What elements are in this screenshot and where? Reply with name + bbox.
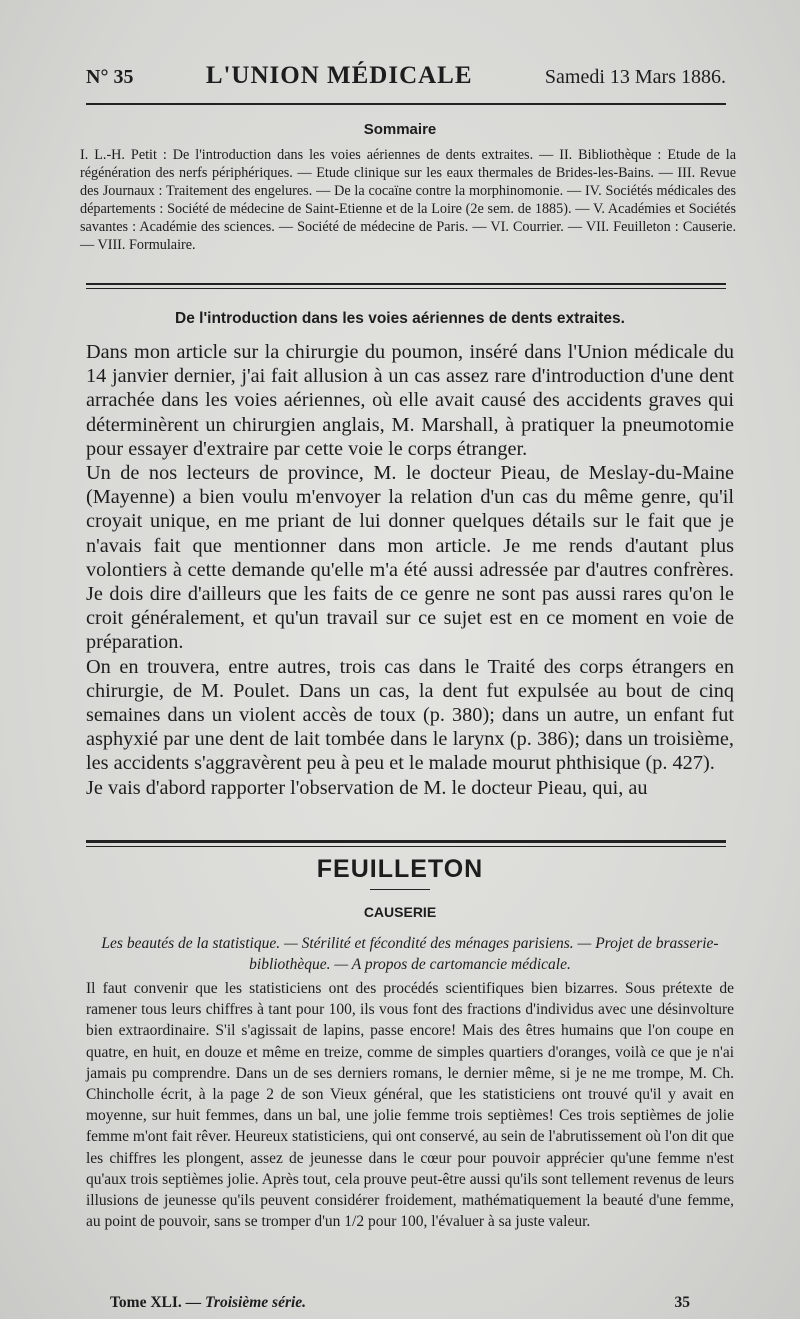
article-paragraph-3: On en trouvera, entre autres, trois cas dans le Traité des corps étrangers en chirurgie, de M. Poulet. Dans un cas, la dent fut expulsée au bout de cinq semaines dans un violent accès de toux (p. 380); dans un autre, un enfant fut asphyxié par une dent de lait tombée dans le larynx (p. 386); dans un troisième, les accidents s'aggravèrent peu à peu et le malade mourut phthisique (p. 427). bbox=[86, 655, 734, 775]
sommaire-title: Sommaire bbox=[363, 121, 437, 138]
page-header bbox=[86, 62, 726, 96]
causerie-heading: CAUSERIE bbox=[363, 904, 437, 920]
feuilleton-rule-top bbox=[86, 840, 726, 843]
feuilleton-underline bbox=[370, 889, 430, 890]
article-body bbox=[86, 340, 734, 800]
feuilleton-rule-bottom bbox=[86, 846, 726, 847]
issue-number: N° 35 bbox=[86, 66, 134, 88]
article-paragraph-1: Dans mon article sur la chirurgie du poumon, inséré dans l'Union médicale du 14 janvier dernier, j'ai fait allusion à un cas assez rare d'introduction d'une dent arrachée dans les voies aériennes, où elle avait causé des accidents graves qui déterminèrent un chirurgien anglais, M. Marshall, à pratiquer la pneumotomie pour essayer d'extraire par cette voie le corps étranger. bbox=[86, 341, 734, 460]
causerie-text: Il faut convenir que les statisticiens ont des procédés scientifiques bien bizarres. Sous prétexte de ramener tous leurs chiffres à tant pour 100, ils vous font des fractions d'individus avec une désinvolture bien extraordinaire. S'il s'agissait de lapins, passe encore! Mais des êtres humains que l'on coupe en quatre, en huit, en douze et même en treize, comme de simples quartiers d'oranges, voilà ce que je n'ai jamais pu comprendre. Dans un de ses derniers romans, le dernier même, si je ne me trompe, M. Ch. Chincholle écrit, à la page 2 de son Vieux général, que les statisticiens ont trouvé qu'il y avait en moyenne, sur huit femmes, dans un bal, une jolie femme trois septièmes! Ces trois septièmes de jolie femme m'ont fait rêver. Heureux statisticiens, qui ont conservé, au sein de l'abrutissement où l'on dit que les chiffres les plongent, assez de jeunesse dans le cœur pour pouvoir apprécier qu'une femme n'est qu'aux trois septièmes jolie. Après tout, cela prouve peut-être aussi qu'ils sont tellement revenus de leurs illusions de jeunesse qu'ils peuvent considérer froidement, mathématiquement la beauté d'une femme, au point de pouvoir, sans se tromper d'un 1/2 pour 100, l'évaluer à sa juste valeur. bbox=[86, 980, 734, 1231]
footer-volume bbox=[110, 1294, 306, 1312]
page-number: 35 bbox=[674, 1294, 690, 1311]
article-title: De l'introduction dans les voies aériennes de dents extraites. bbox=[175, 310, 625, 327]
feuilleton-title: FEUILLETON bbox=[316, 855, 484, 883]
issue-date: Samedi 13 Mars 1886. bbox=[544, 66, 726, 88]
page-footer bbox=[110, 1294, 690, 1312]
sommaire-rule-bottom bbox=[86, 288, 726, 289]
header-rule bbox=[86, 103, 726, 105]
sommaire-rule-top bbox=[86, 283, 726, 285]
footer-tome: Tome XLI. — bbox=[110, 1294, 202, 1311]
article-paragraph-2: Un de nos lecteurs de province, M. le docteur Pieau, de Meslay-du-Maine (Mayenne) a bien voulu m'envoyer la relation d'un cas du même genre, qu'il croyait unique, en me priant de lui donner quelques détails sur le fait que je n'avais fait que mentionner dans mon article. Je me rends d'autant plus volontiers à cette demande qu'elle m'a été aussi adressée par d'autres confrères. Je dois dire d'ailleurs que les faits de ce genre ne sont pas aussi rares qu'on le croit généralement, et qu'un travail sur ce sujet est en ce moment en voie de préparation. bbox=[86, 462, 734, 654]
sommaire-text: I. L.-H. Petit : De l'introduction dans les voies aériennes de dents extraites. — II. Bibliothèque : Etude de la régénération des nerfs périphériques. — Etude clinique sur les eaux thermales de Brides-les-Bains. — III. Revue des Journaux : Traitement des engelures. — De la cocaïne contre la morphinomonie. — IV. Sociétés médicales des départements : Société de médecine de Saint-Etienne et de la Loire (2e sem. de 1885). — V. Académies et Sociétés savantes : Académie des sciences. — Société de médecine de Paris. — VI. Courrier. — VII. Feuilleton : Causerie. — VIII. Formulaire. bbox=[80, 147, 736, 253]
journal-title: L'UNION MÉDICALE bbox=[205, 62, 473, 89]
causerie-subtitle: Les beautés de la statistique. — Stérilité et fécondité des ménages parisiens. — Projet de brasserie-bibliothèque. — A propos de cartomancie médicale. bbox=[101, 935, 719, 973]
footer-serie: Troisième série. bbox=[205, 1294, 307, 1311]
article-paragraph-4: Je vais d'abord rapporter l'observation de M. le docteur Pieau, qui, au bbox=[86, 776, 648, 799]
